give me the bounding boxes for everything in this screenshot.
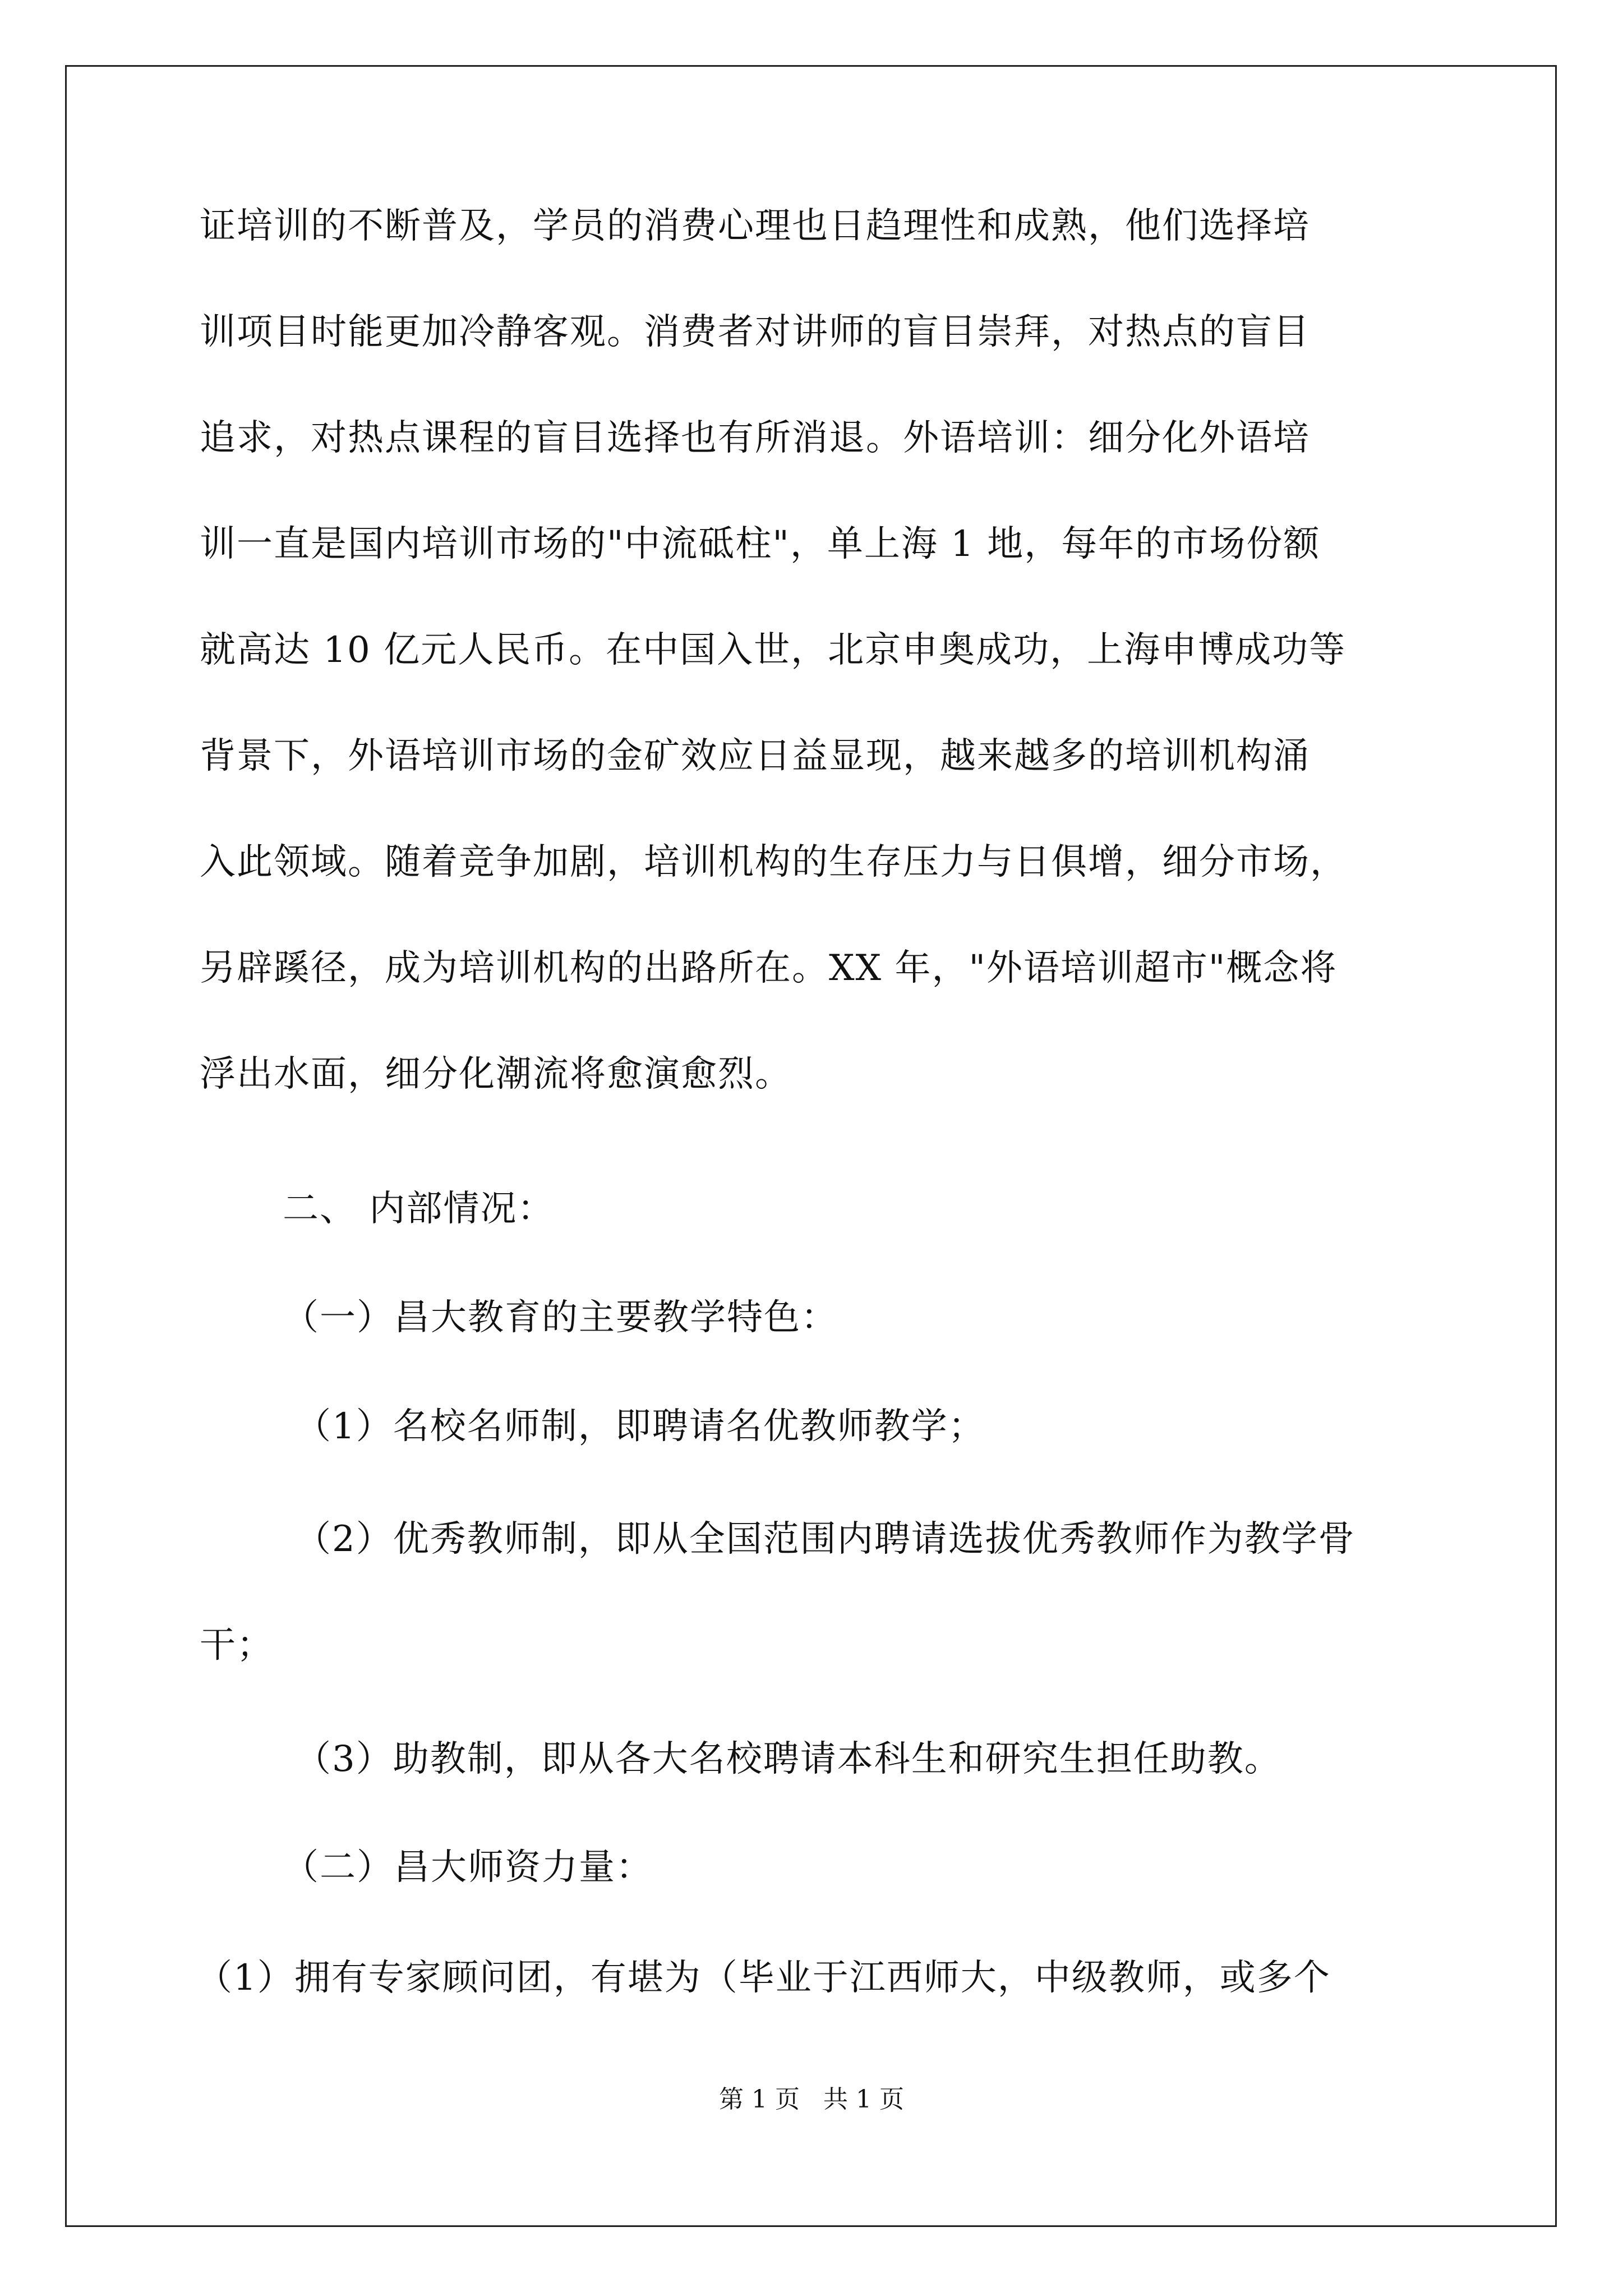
paragraph-line: 训一直是国内培训市场的"中流砥柱"，单上海 1 地，每年的市场份额 xyxy=(200,523,1321,565)
subsection-heading: （一）昌大教育的主要教学特色： xyxy=(283,1297,838,1338)
paragraph-line: 追求，对热点课程的盲目选择也有所消退。外语培训：细分化外语培 xyxy=(200,417,1310,459)
paragraph-line: 背景下，外语培训市场的金矿效应日益显现，越来越多的培训机构涌 xyxy=(200,735,1310,777)
list-item: （3）助教制，即从各大名校聘请本科生和研究生担任助教。 xyxy=(295,1738,1281,1780)
page-border xyxy=(65,65,1557,2227)
paragraph-line: 证培训的不断普及，学员的消费心理也日趋理性和成熟，他们选择培 xyxy=(200,205,1310,247)
paragraph-line: 浮出水面，细分化潮流将愈演愈烈。 xyxy=(200,1053,792,1095)
list-item: （1）名校名师制，即聘请名优教师教学； xyxy=(295,1406,985,1447)
paragraph-line: 训项目时能更加冷静客观。消费者对讲师的盲目崇拜，对热点的盲目 xyxy=(200,311,1310,353)
paragraph-line: 就高达 10 亿元人民币。在中国入世，北京申奥成功，上海申博成功等 xyxy=(200,629,1347,671)
subsection-heading: （二）昌大师资力量： xyxy=(283,1847,653,1888)
paragraph-line: 入此领域。随着竞争加剧，培训机构的生存压力与日俱增，细分市场， xyxy=(200,841,1347,883)
list-item: （2）优秀教师制，即从全国范围内聘请选拔优秀教师作为教学骨 xyxy=(295,1519,1355,1560)
list-item: （1）拥有专家顾问团，有堪为（毕业于江西师大，中级教师，或多个 xyxy=(196,1957,1331,1999)
list-item-continuation: 干； xyxy=(200,1625,274,1666)
section-heading: 二、 内部情况： xyxy=(283,1188,555,1230)
paragraph-line: 另辟蹊径，成为培训机构的出路所在。XX 年，"外语培训超市"概念将 xyxy=(200,947,1338,989)
page-number-footer: 第 1 页 共 1 页 xyxy=(719,2085,904,2114)
